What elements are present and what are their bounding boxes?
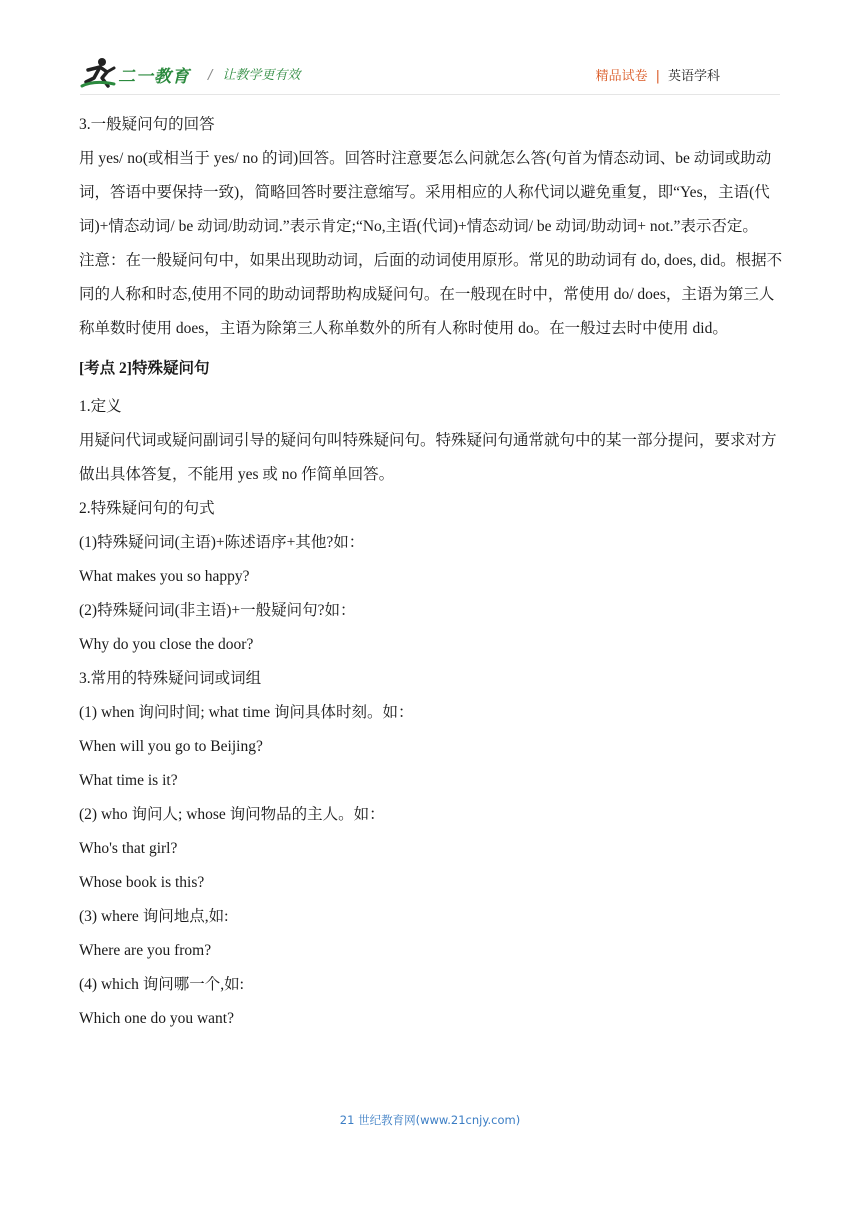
- tag-quality: 精品试卷: [595, 69, 648, 84]
- paragraph: 用 yes/ no(或相当于 yes/ no 的词)回答。回答时注意要怎么问就怎么答(句首为情态动词、be 动词或助动词，答语中要保持一致)，简略回答时要注意缩写。采用相应的人称代词以避免重复，即“Yes，主语(代词)+情态动词/ be 动词/助动词.”表示肯定;“No,主语(代词)+情态动词/ be 动词/助动词+ not.”表示否定。: [79, 150, 772, 235]
- paragraph: 注意：在一般疑问句中，如果出现助动词，后面的动词使用原形。常见的助动词有 do, does, did。根据不同的人称和时态,使用不同的助动词帮助构成疑问句。在一般现在时中，常使用 do/ does，主语为第三人称单数时使用 does，主语为除第三人称单数外的所有人称时使用 do。在一般过去时中使用 did。: [79, 252, 783, 337]
- example-sentence: Where are you from?: [79, 942, 212, 959]
- paragraph: 3.一般疑问句的回答: [79, 116, 215, 133]
- example-sentence: Whose book is this?: [79, 874, 205, 891]
- example-sentence: Which one do you want?: [79, 1010, 234, 1027]
- paragraph: 3.常用的特殊疑问词或词组: [79, 670, 262, 687]
- slogan-text: 让教学更有效: [222, 68, 301, 83]
- slogan-divider: /: [208, 68, 213, 83]
- paragraph: (1) when 询问时间; what time 询问具体时刻。如：: [79, 704, 414, 721]
- page-header: [80, 56, 780, 90]
- tag-subject: 英语学科: [667, 69, 720, 84]
- paragraph: (2) who 询问人; whose 询问物品的主人。如：: [79, 806, 385, 823]
- slogan: [208, 64, 300, 83]
- example-sentence: What time is it?: [79, 772, 178, 789]
- paragraph: 1.定义: [79, 398, 122, 415]
- section-heading: [考点 2]特殊疑问句: [79, 360, 210, 377]
- header-divider: [80, 94, 780, 95]
- paragraph: (1)特殊疑问词(主语)+陈述语序+其他?如：: [79, 534, 365, 551]
- paragraph: (2)特殊疑问词(非主语)+一般疑问句?如：: [79, 602, 356, 619]
- paragraph: 2.特殊疑问句的句式: [79, 500, 215, 517]
- runner-logo-icon: [80, 56, 120, 90]
- document-body: [79, 108, 784, 1036]
- example-sentence: Why do you close the door?: [79, 636, 254, 653]
- paragraph: (4) which 询问哪一个,如:: [79, 976, 244, 993]
- tag-separator: |: [655, 69, 660, 84]
- example-sentence: Who's that girl?: [79, 840, 178, 857]
- example-sentence: When will you go to Beijing?: [79, 738, 263, 755]
- paragraph: 用疑问代词或疑问副词引导的疑问句叫特殊疑问句。特殊疑问句通常就句中的某一部分提问，要求对方做出具体答复，不能用 yes 或 no 作简单回答。: [79, 432, 777, 483]
- header-tags: [596, 65, 720, 84]
- brand-logo: [80, 56, 192, 90]
- paragraph: (3) where 询问地点,如:: [79, 908, 229, 925]
- logo-text: 二一教育: [118, 67, 190, 87]
- page-footer: 21 世纪教育网(www.21cnjy.com): [339, 1113, 521, 1127]
- example-sentence: What makes you so happy?: [79, 568, 250, 585]
